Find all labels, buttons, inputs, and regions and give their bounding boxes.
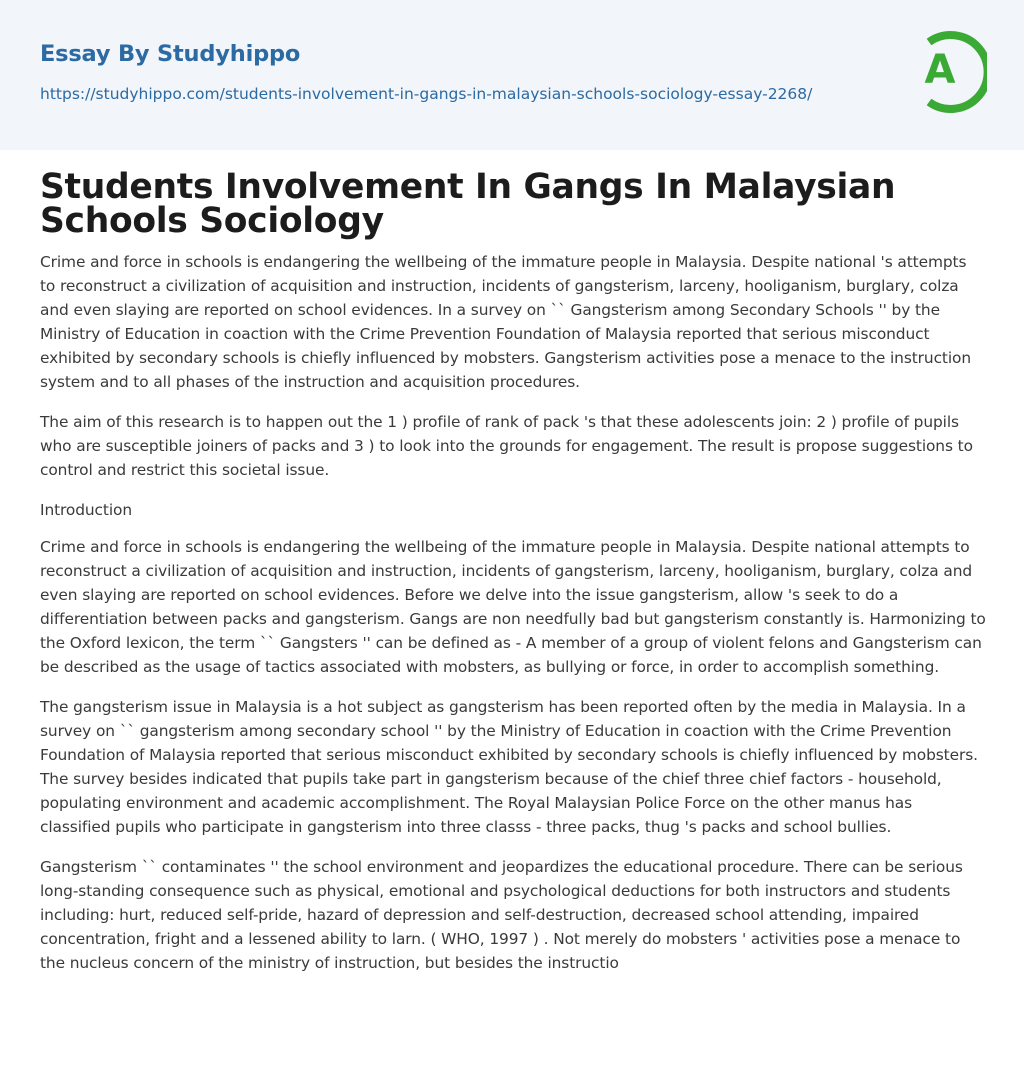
paragraph: Crime and force in schools is endangering the wellbeing of the immature people in Malaysia. Despite national 's attempts to reconstruct a civilization of acquisition and instruction, incidents of gangsterism, larceny, hooliganism, burglary, colza and even slaying are reported on school evidences. In a survey on `` Gangsterism among Secondary Schools '' by the Ministry of Education in coaction with the Crime Prevention Foundation of Malaysia reported that serious misconduct exhibited by secondary schools is chiefly influenced by mobsters. Gangsterism activities pose a menace to the instruction system and to all phases of the instruction and acquisition procedures. (40, 253, 972, 391)
logo-letter: A (924, 47, 956, 93)
page-url-link[interactable]: https://studyhippo.com/students-involvement-in-gangs-in-malaysian-schools-sociology-essay-2268/ (40, 85, 813, 103)
paragraph: Gangsterism `` contaminates '' the school environment and jeopardizes the educational procedure. There can be serious long-standing consequence such as physical, emotional and psychological deductions for both instructors and students including: hurt, reduced self-pride, hazard of depression and self-destruction, decreased school attending, impaired concentration, fright and a lessened ability to larn. ( WHO, 1997 ) . Not merely do mobsters ' activities pose a menace to the nucleus concern of the ministry of instruction, but besides the instructio (40, 858, 963, 972)
site-header (0, 0, 1024, 150)
paragraph: Crime and force in schools is endangering the wellbeing of the immature people in Malaysia. Despite national attempts to reconstruct a civilization of acquisition and instruction, incidents of gangsterism, larceny, hooliganism, burglary, colza and even slaying are reported on school evidences. Before we delve into the issue gangsterism, allow 's seek to do a differentiation between packs and gangsterism. Gangs are non needfully bad but gangsterism constantly is. Harmonizing to the Oxford lexicon, the term `` Gangsters '' can be defined as - A member of a group of violent felons and Gangsterism can be described as the usage of tactics associated with mobsters, as bullying or force, in order to accomplish something. (40, 538, 986, 676)
article (40, 167, 986, 975)
page-title: Students Involvement In Gangs In Malaysian Schools Sociology (40, 167, 896, 241)
section-heading-introduction: Introduction (40, 501, 133, 519)
site-brand[interactable]: Essay By Studyhippo (40, 41, 301, 67)
studyhippo-logo-icon[interactable] (903, 28, 987, 116)
paragraph: The gangsterism issue in Malaysia is a hot subject as gangsterism has been reported often by the media in Malaysia. In a survey on `` gangsterism among secondary school '' by the Ministry of Education in coaction with the Crime Prevention Foundation of Malaysia reported that serious misconduct exhibited by secondary schools is chiefly influenced by mobsters. The survey besides indicated that pupils take part in gangsterism because of the chief three chief factors - household, populating environment and academic accomplishment. The Royal Malaysian Police Force on the other manus has classified pupils who participate in gangsterism into three classs - three packs, thug 's packs and school bullies. (40, 698, 978, 836)
paragraph: The aim of this research is to happen out the 1 ) profile of rank of pack 's that these adolescents join: 2 ) profile of pupils who are susceptible joiners of packs and 3 ) to look into the grounds for engagement. The result is propose suggestions to control and restrict this societal issue. (40, 413, 973, 479)
